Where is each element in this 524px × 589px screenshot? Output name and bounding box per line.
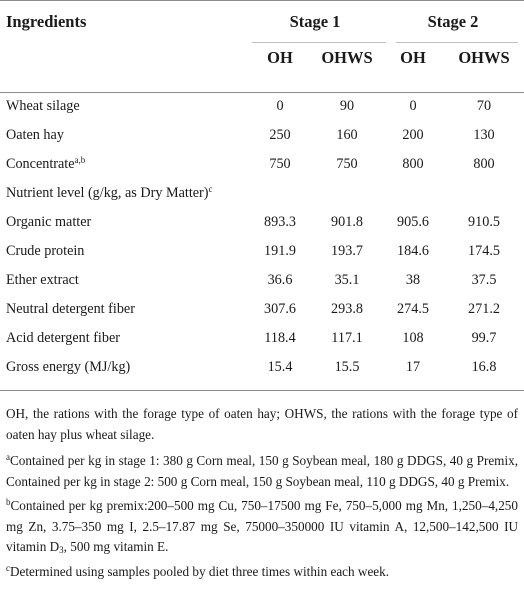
footnote-c-mark: c	[6, 562, 10, 573]
row-label-text: Acid detergent fiber	[6, 330, 120, 346]
row-value: 293.8	[331, 301, 363, 317]
row-label-text: Organic matter	[6, 214, 92, 230]
table-footnotes	[6, 404, 518, 586]
row-label	[0, 179, 248, 208]
subheader-blank	[0, 44, 248, 86]
stage-1-underline	[252, 42, 386, 43]
row-value: 15.5	[334, 359, 360, 375]
subheader-stage1-oh: OH	[267, 48, 293, 67]
row-label	[0, 295, 248, 324]
row-value: 800	[402, 156, 424, 172]
footnote-c-text: Determined using samples pooled by diet three times within each week.	[10, 563, 390, 579]
footnote-c	[6, 562, 518, 583]
footnote-b-text-2: , 500 mg vitamin E.	[63, 539, 169, 554]
row-label	[0, 266, 248, 295]
header-ingredients: Ingredients	[6, 12, 87, 31]
row-value: 750	[336, 156, 358, 172]
row-value: 99.7	[471, 330, 497, 346]
footnote-a-text: Contained per kg in stage 1: 380 g Corn meal, 150 g Soybean meal, 180 g DDGS, 40 g Premix, Contained per kg in stage 2: 500 g Corn meal, 150 g Soybean meal, 110 g DDGS, 40 g Premix.	[6, 453, 518, 489]
footnote-b-text-1: Contained per kg premix:200–500 mg Cu, 750–17500 mg Fe, 750–5,000 mg Mn, 1,250–4,250 mg Zn, 3.75–350 mg I, 2.5–17.87 mg Se, 75000–350000 IU vitamin A, 12,500–142,500 IU vitamin D	[6, 498, 518, 554]
row-value: 893.3	[264, 214, 296, 230]
table-body	[0, 86, 524, 382]
row-label	[0, 208, 248, 237]
row-label	[0, 121, 248, 150]
row-value: 191.9	[264, 243, 296, 259]
row-label	[0, 353, 248, 382]
subheader-stage2-ohws: OHWS	[458, 48, 510, 67]
row-value: 0	[409, 98, 417, 114]
row-value: 35.1	[334, 272, 360, 288]
row-value: 90	[339, 98, 355, 114]
table-row	[0, 150, 524, 179]
row-label-footnote-mark: c	[208, 184, 213, 194]
footnote-b-subscript: 3	[59, 545, 64, 555]
row-value: 160	[336, 127, 358, 143]
row-value: 271.2	[468, 301, 500, 317]
row-value: 108	[402, 330, 424, 346]
row-value: 17	[405, 359, 421, 375]
row-value: 200	[402, 127, 424, 143]
subheader-stage1-ohws: OHWS	[321, 48, 373, 67]
row-value	[382, 179, 444, 208]
header-bottom-rule	[0, 92, 524, 93]
footnote-a	[6, 451, 518, 492]
row-value: 193.7	[331, 243, 363, 259]
table-bottom-rule	[0, 390, 524, 391]
row-value: 184.6	[397, 243, 429, 259]
footnote-abbreviations: OH, the rations with the forage type of oaten hay; OHWS, the rations with the forage type of oaten hay plus wheat silage.	[6, 406, 518, 442]
footnote-b	[6, 496, 518, 558]
row-label-text: Wheat silage	[6, 98, 80, 114]
table-row	[0, 237, 524, 266]
table-row	[0, 208, 524, 237]
row-label	[0, 237, 248, 266]
stage-2-label: Stage 2	[427, 12, 479, 31]
row-value: 38	[405, 272, 421, 288]
table-row	[0, 324, 524, 353]
row-label-text: Ether extract	[6, 272, 79, 288]
row-value: 70	[476, 98, 492, 114]
row-value: 0	[276, 98, 284, 114]
row-value: 250	[269, 127, 291, 143]
row-value	[312, 179, 382, 208]
row-value: 15.4	[267, 359, 293, 375]
subheader-stage2-oh: OH	[400, 48, 426, 67]
row-value: 117.1	[331, 330, 363, 346]
table-row	[0, 266, 524, 295]
table-row	[0, 353, 524, 382]
row-label-text: Oaten hay	[6, 127, 64, 143]
footnote-b-mark: b	[6, 497, 11, 507]
table-header-row	[0, 0, 524, 44]
row-value: 174.5	[468, 243, 500, 259]
table-subheader-row	[0, 44, 524, 86]
row-label-text: Nutrient level (g/kg, as Dry Matter)	[6, 185, 209, 201]
row-label-text: Gross energy (MJ/kg)	[6, 359, 131, 375]
header-stage-2	[382, 0, 524, 44]
row-value: 118.4	[264, 330, 296, 346]
row-value: 901.8	[331, 214, 363, 230]
row-value	[248, 179, 312, 208]
row-value: 800	[473, 156, 495, 172]
row-value: 130	[473, 127, 495, 143]
table-row	[0, 179, 524, 208]
row-value	[444, 179, 524, 208]
stage-1-label: Stage 1	[289, 12, 341, 31]
row-value: 910.5	[468, 214, 500, 230]
table-row	[0, 295, 524, 324]
row-label-text: Concentrate	[6, 156, 75, 172]
row-label-text: Neutral detergent fiber	[6, 301, 135, 317]
stage-2-underline	[396, 42, 518, 43]
row-value: 16.8	[471, 359, 497, 375]
row-label-text: Crude protein	[6, 243, 85, 259]
row-label	[0, 150, 248, 179]
row-value: 36.6	[267, 272, 293, 288]
row-value: 905.6	[397, 214, 429, 230]
table-row	[0, 121, 524, 150]
row-value: 274.5	[397, 301, 429, 317]
footnote-a-mark: a	[6, 452, 10, 462]
row-value: 37.5	[471, 272, 497, 288]
header-stage-1	[248, 0, 382, 44]
row-value: 750	[269, 156, 291, 172]
row-value: 307.6	[264, 301, 296, 317]
row-label	[0, 324, 248, 353]
row-label-footnote-mark: a,b	[74, 155, 86, 165]
